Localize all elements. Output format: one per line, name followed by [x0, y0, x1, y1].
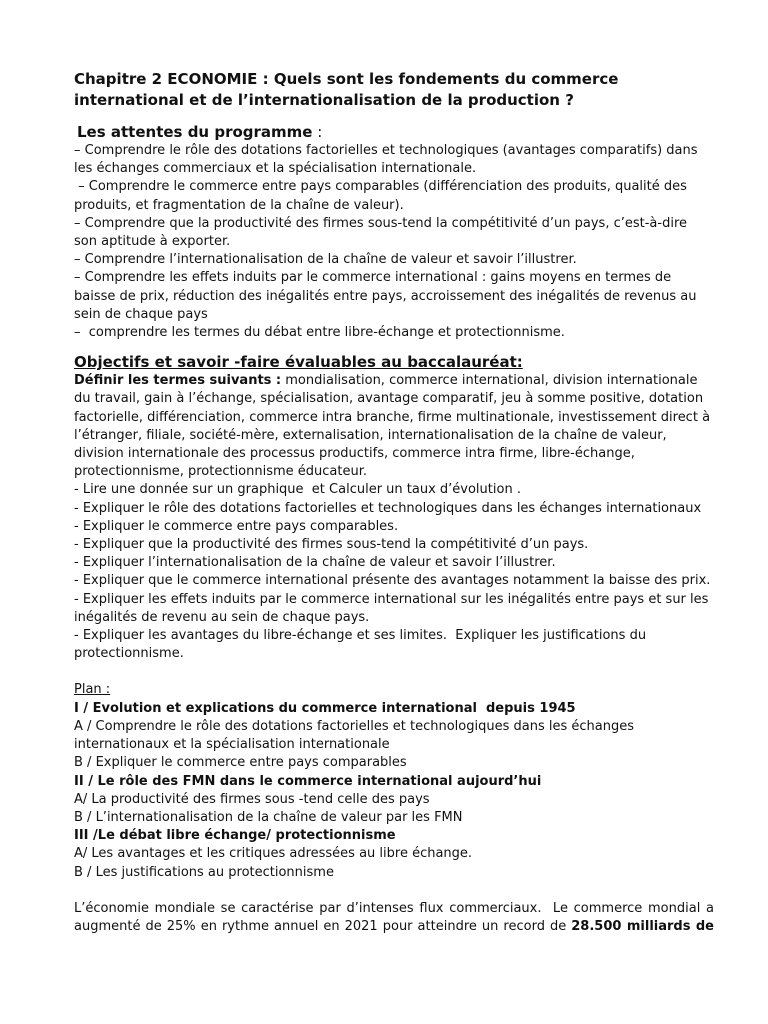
objectifs-item: - Lire une donnée sur un graphique et Calculer un taux d’évolution .	[74, 482, 521, 498]
objectifs-item: - Expliquer que la productivité des firmes sous-tend la compétitivité d’un pays.	[74, 537, 589, 553]
objectifs-item: - Expliquer le commerce entre pays comparables.	[74, 518, 399, 534]
attentes-heading-colon: :	[312, 123, 323, 141]
plan-heading: Plan :	[74, 682, 111, 698]
plan-subsection: A / Comprendre le rôle des dotations factorielles et technologiques dans les échanges internationaux et la spécialisation internationale	[74, 718, 634, 753]
plan-subsection: A/ Les avantages et les critiques adressées au libre échange.	[74, 846, 473, 862]
document-content	[74, 68, 719, 936]
attentes-item: – Comprendre le rôle des dotations factorielles et technologiques (avantages comparatifs) dans les échanges commerciaux et la spécialisation internationale.	[74, 143, 698, 177]
attentes-heading	[77, 122, 714, 142]
objectifs-item: - Expliquer que le commerce international présente des avantages notamment la baisse des prix.	[74, 573, 711, 589]
attentes-item: – Comprendre le commerce entre pays comparables (différenciation des produits, qualité des produits, et fragmentation de la chaîne de valeur).	[74, 179, 692, 213]
objectifs-item: - Expliquer les avantages du libre-échange et ses limites. Expliquer les justifications du protectionnisme.	[74, 628, 651, 662]
intro-text: L’économie mondiale se caractérise par d’intenses flux commerciaux. Le commerce mondial a augmenté de 25% en rythme annuel en 2021 pour atteindre un record de	[74, 900, 719, 934]
attentes-item: – Comprendre l’internationalisation de la chaîne de valeur et savoir l’illustrer.	[74, 252, 577, 268]
plan-subsection: A/ La productivité des firmes sous -tend celle des pays	[74, 791, 430, 807]
intro-paragraph	[74, 900, 719, 936]
plan-list	[74, 700, 714, 882]
plan-part-heading: I / Evolution et explications du commerce international depuis 1945	[74, 700, 576, 716]
objectifs-list	[74, 481, 714, 663]
intro-strong-text: 28.500 milliards de	[571, 918, 715, 934]
attentes-list	[74, 142, 714, 342]
objectifs-item: - Expliquer les effets induits par le commerce international sur les inégalités entre pays et sur les inégalités de revenu au sein de chaque pays.	[74, 591, 709, 625]
plan-subsection: B / Expliquer le commerce entre pays comparables	[74, 755, 407, 771]
objectifs-item: - Expliquer l’internationalisation de la chaîne de valeur et savoir l’illustrer.	[74, 555, 556, 571]
plan-subsection: B / Les justifications au protectionnisme	[74, 864, 334, 880]
definir-label: Définir les termes suivants :	[74, 373, 282, 389]
attentes-item: – Comprendre que la productivité des firmes sous-tend la compétitivité d’un pays, c’est-à-dire son aptitude à exporter.	[74, 215, 688, 250]
definir-text: mondialisation, commerce international, division internationale du travail, gain à l’échange, spécialisation, avantage comparatif, jeu à somme positive, dotation factorielle, différenciation, commerce intra branche, firme multinationale, investissement direct à l’étranger, filiale, société-mère, externalisation, internationalisation de la chaîne de valeur, division internationale des processus productifs, commerce intra firme, libre-échange, protectionnisme, protectionnisme éducateur.	[74, 373, 711, 480]
plan-subsection: B / L’internationalisation de la chaîne de valeur par les FMN	[74, 809, 463, 825]
chapter-title: Chapitre 2 ECONOMIE : Quels sont les fondements du commerce international et de l’internationalisation de la production ?	[74, 70, 619, 109]
objectifs-heading: Objectifs et savoir -faire évaluables au baccalauréat:	[74, 353, 523, 372]
plan-part-heading: II / Le rôle des FMN dans le commerce international aujourd’hui	[74, 773, 542, 789]
plan-part-heading: III /Le débat libre échange/ protectionnisme	[74, 828, 396, 844]
attentes-item: – comprendre les termes du débat entre libre-échange et protectionnisme.	[74, 325, 565, 341]
objectifs-item: - Expliquer le rôle des dotations factorielles et technologiques dans les échanges internationaux	[74, 500, 702, 516]
attentes-item: – Comprendre les effets induits par le commerce international : gains moyens en termes de baisse de prix, réduction des inégalités entre pays, accroissement des inégalités de revenus au sein de chaque pays	[74, 270, 697, 322]
attentes-heading-text: Les attentes du programme	[77, 123, 313, 141]
definir-paragraph	[74, 372, 714, 481]
